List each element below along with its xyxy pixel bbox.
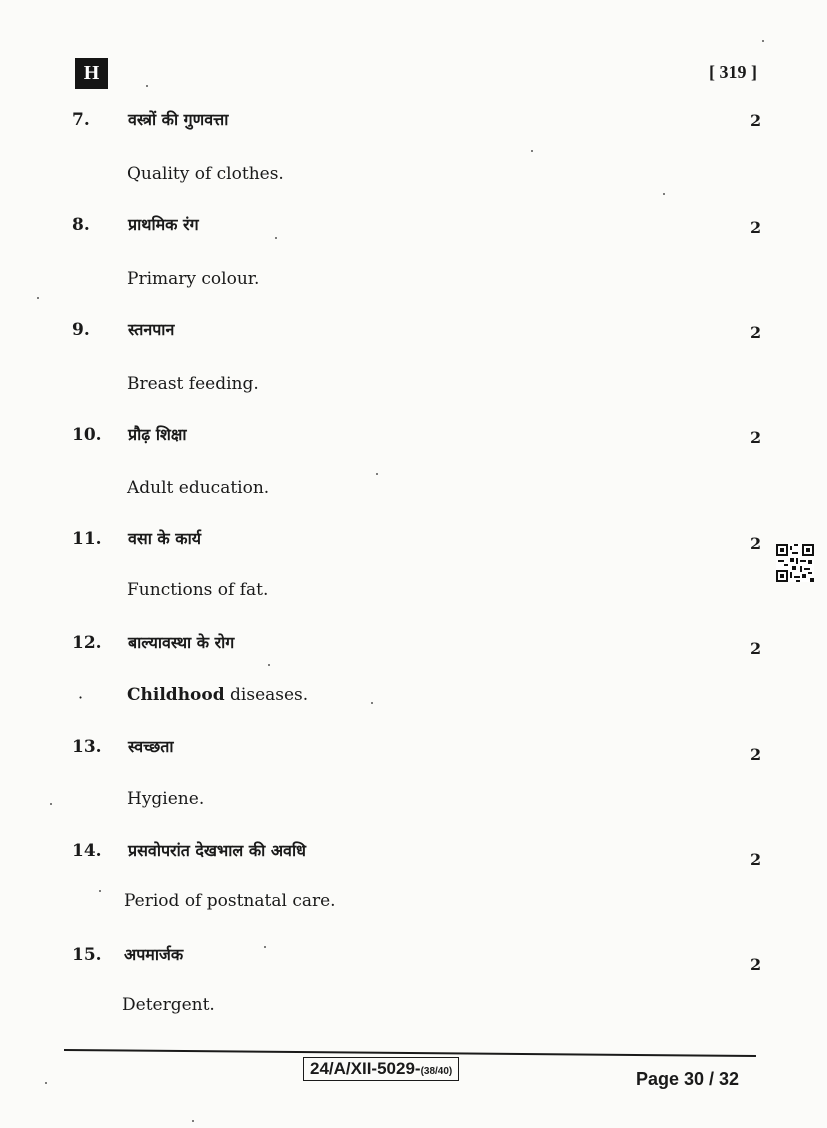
scan-speck [50, 803, 52, 805]
paper-number: [ 319 ] [709, 62, 757, 82]
question-marks: 2 [750, 955, 762, 974]
question-english: Detergent. [122, 995, 215, 1015]
page-number: Page 30 / 32 [636, 1069, 740, 1089]
footer-rule [64, 1049, 756, 1057]
question-hindi: बाल्यावस्था के रोग [128, 633, 235, 652]
question-marks: 2 [750, 850, 762, 869]
question-hindi: स्तनपान [128, 320, 175, 339]
qr-code-icon [776, 544, 814, 582]
question-marks: 2 [750, 745, 762, 764]
question-english: Breast feeding. [127, 374, 259, 394]
scan-speck [376, 473, 378, 475]
scan-speck [371, 702, 373, 704]
question-marks: 2 [750, 323, 762, 342]
question-hindi: प्रसवोपरांत देखभाल की अवधि [128, 841, 306, 860]
question-marks: 2 [750, 639, 762, 658]
question-hindi: प्रौढ़ शिक्षा [128, 425, 187, 444]
scan-speck [37, 297, 39, 299]
scan-speck [45, 1082, 47, 1084]
question-english: Functions of fat. [127, 580, 269, 600]
scan-speck [264, 946, 266, 948]
question-hindi: अपमार्जक [124, 945, 184, 964]
scan-speck [531, 150, 533, 152]
question-marks: 2 [750, 534, 762, 553]
scan-speck [146, 85, 148, 87]
question-english: Primary colour. [127, 269, 260, 289]
stray-bullet: · [78, 688, 84, 707]
question-number: 9. [72, 320, 90, 340]
question-number: 13. [72, 737, 102, 757]
question-english: Period of postnatal care. [124, 891, 336, 911]
question-number: 14. [72, 841, 102, 861]
question-number: 8. [72, 215, 90, 235]
question-number: 7. [72, 110, 90, 130]
scan-speck [192, 1120, 194, 1122]
scan-speck [762, 40, 764, 42]
question-hindi: स्वच्छता [128, 737, 174, 756]
scan-speck [268, 664, 270, 666]
question-english: Hygiene. [127, 789, 205, 809]
question-marks: 2 [750, 111, 762, 130]
section-badge: H [75, 58, 108, 89]
question-marks: 2 [750, 428, 762, 447]
question-number: 12. [72, 633, 102, 653]
question-english: Adult education. [127, 478, 270, 498]
question-english: Childhood diseases. [127, 685, 309, 705]
question-hindi: वसा के कार्य [128, 529, 201, 548]
scan-speck [663, 193, 665, 195]
question-number: 10. [72, 425, 102, 445]
question-number: 11. [72, 529, 102, 549]
paper-code: 24/A/XII-5029-(38/40) [303, 1057, 459, 1081]
scan-speck [99, 890, 101, 892]
question-hindi: वस्त्रों की गुणवत्ता [128, 110, 229, 129]
question-english: Quality of clothes. [127, 164, 284, 184]
question-hindi: प्राथमिक रंग [128, 215, 199, 234]
question-marks: 2 [750, 218, 762, 237]
scan-speck [275, 237, 277, 239]
question-number: 15. [72, 945, 102, 965]
